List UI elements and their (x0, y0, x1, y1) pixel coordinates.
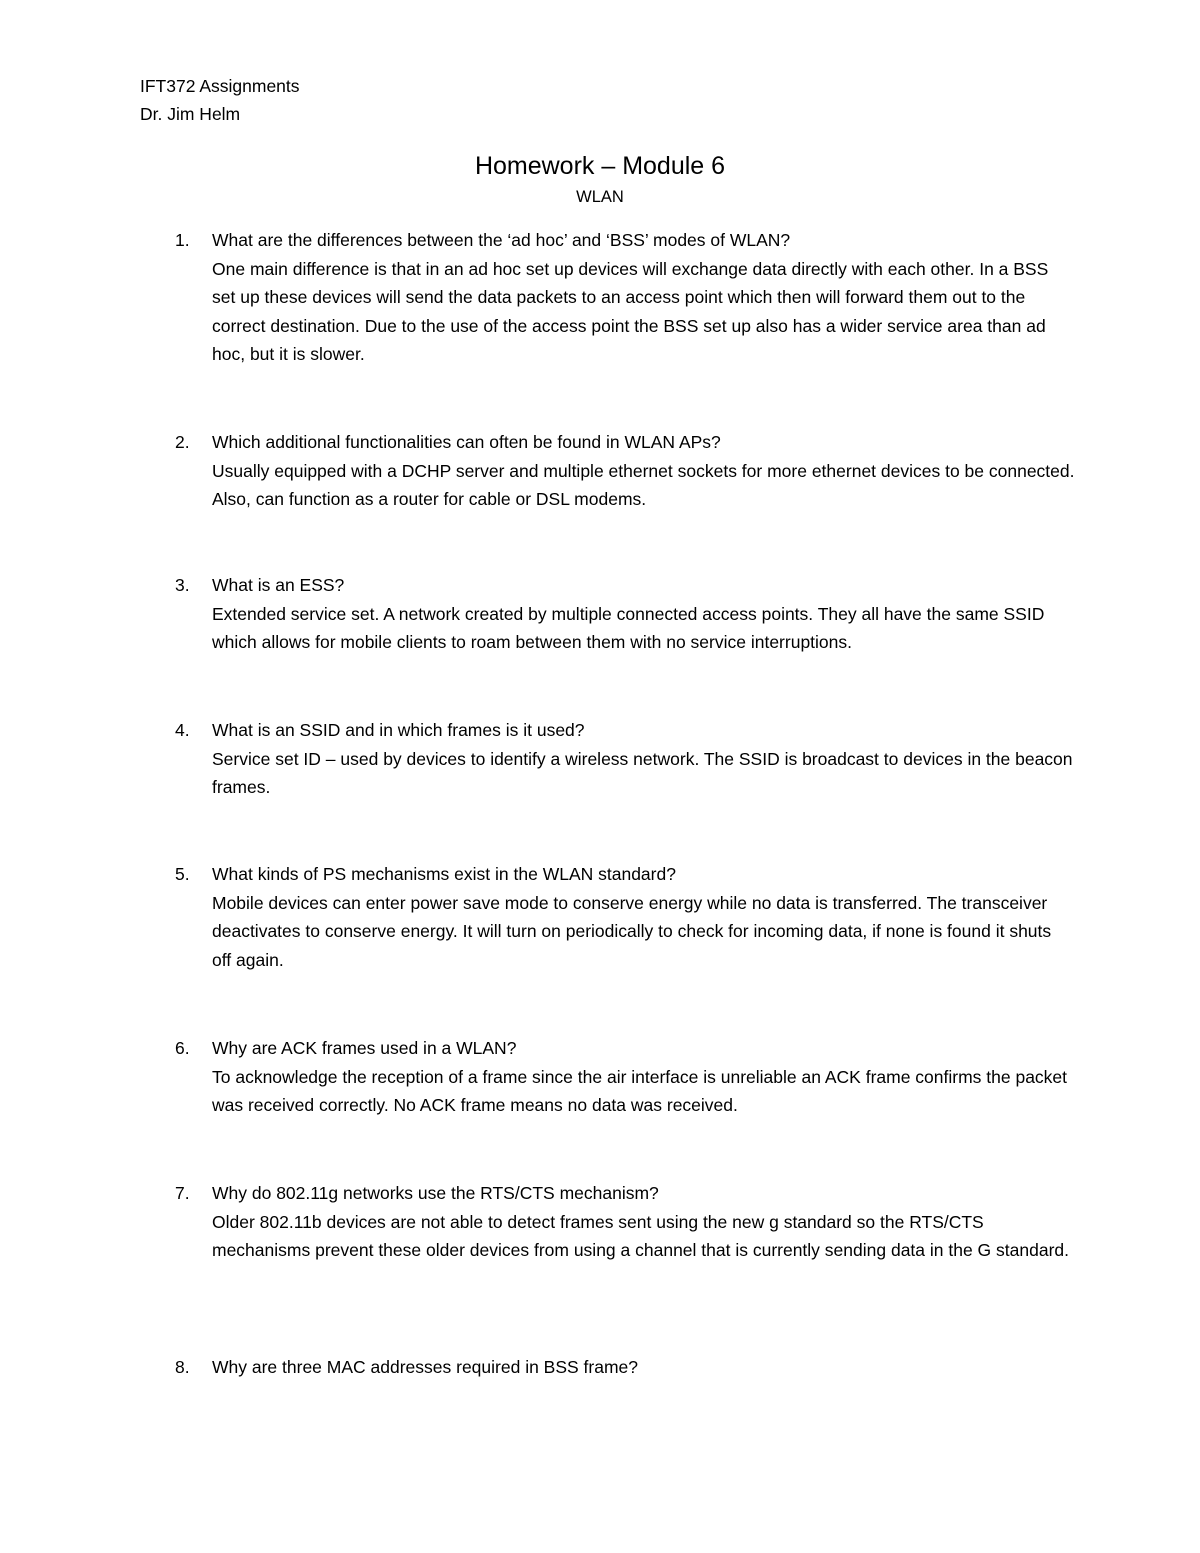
item-number: 2. (175, 432, 190, 452)
instructor-name: Dr. Jim Helm (140, 104, 241, 124)
list-item-1 (175, 226, 1075, 369)
item-number: 7. (175, 1183, 190, 1203)
list-item-5 (175, 860, 1075, 974)
course-name: IFT372 Assignments (140, 76, 300, 96)
question-text: Why are ACK frames used in a WLAN? (212, 1038, 517, 1058)
list-item-2 (175, 428, 1075, 514)
page-title: Homework – Module 6 (474, 152, 726, 180)
list-item-3 (175, 571, 1075, 657)
list-item-6 (175, 1034, 1075, 1120)
question-text: Which additional functionalities can often be found in WLAN APs? (212, 432, 721, 452)
question-text: What are the differences between the ‘ad hoc’ and ‘BSS’ modes of WLAN? (212, 230, 791, 250)
answer-text: One main difference is that in an ad hoc set up devices will exchange data directly with each other. In a BSS set up these devices will send the data packets to an access point which then will forward them out to the correct destination. Due to the use of the access point the BSS set up also has a wider service area than ad hoc, but it is slower. (212, 258, 1049, 364)
list-item-8 (175, 1353, 1075, 1382)
question-text: Why are three MAC addresses required in BSS frame? (212, 1357, 639, 1377)
answer-text: Older 802.11b devices are not able to detect frames sent using the new g standard so the RTS/CTS mechanisms prevent these older devices from using a channel that is currently sending data in the G standard. (212, 1211, 1069, 1260)
item-number: 6. (175, 1038, 190, 1058)
list-item-7 (175, 1179, 1075, 1265)
question-text: What is an ESS? (212, 575, 345, 595)
answer-text: To acknowledge the reception of a frame since the air interface is unreliable an ACK frame confirms the packet was received correctly. No ACK frame means no data was received. (212, 1066, 1068, 1115)
question-text: What kinds of PS mechanisms exist in the WLAN standard? (212, 864, 676, 884)
item-number: 3. (175, 575, 190, 595)
item-number: 1. (175, 230, 190, 250)
question-text: What is an SSID and in which frames is it used? (212, 720, 585, 740)
answer-text: Service set ID – used by devices to identify a wireless network. The SSID is broadcast to devices in the beacon frames. (212, 748, 1073, 797)
answer-text: Usually equipped with a DCHP server and multiple ethernet sockets for more ethernet devices to be connected. Also, can function as a router for cable or DSL modems. (212, 460, 1075, 509)
answer-text: Mobile devices can enter power save mode to conserve energy while no data is transferred. The transceiver deactivates to conserve energy. It will turn on periodically to check for incoming data, if none is found it shuts off again. (212, 892, 1052, 970)
item-number: 5. (175, 864, 190, 884)
page-subtitle: WLAN (576, 188, 624, 206)
item-number: 8. (175, 1357, 190, 1377)
item-number: 4. (175, 720, 190, 740)
question-text: Why do 802.11g networks use the RTS/CTS mechanism? (212, 1183, 659, 1203)
answer-text: Extended service set. A network created by multiple connected access points. They all have the same SSID which allows for mobile clients to roam between them with no service interruptions. (212, 603, 1045, 652)
list-item-4 (175, 716, 1075, 802)
